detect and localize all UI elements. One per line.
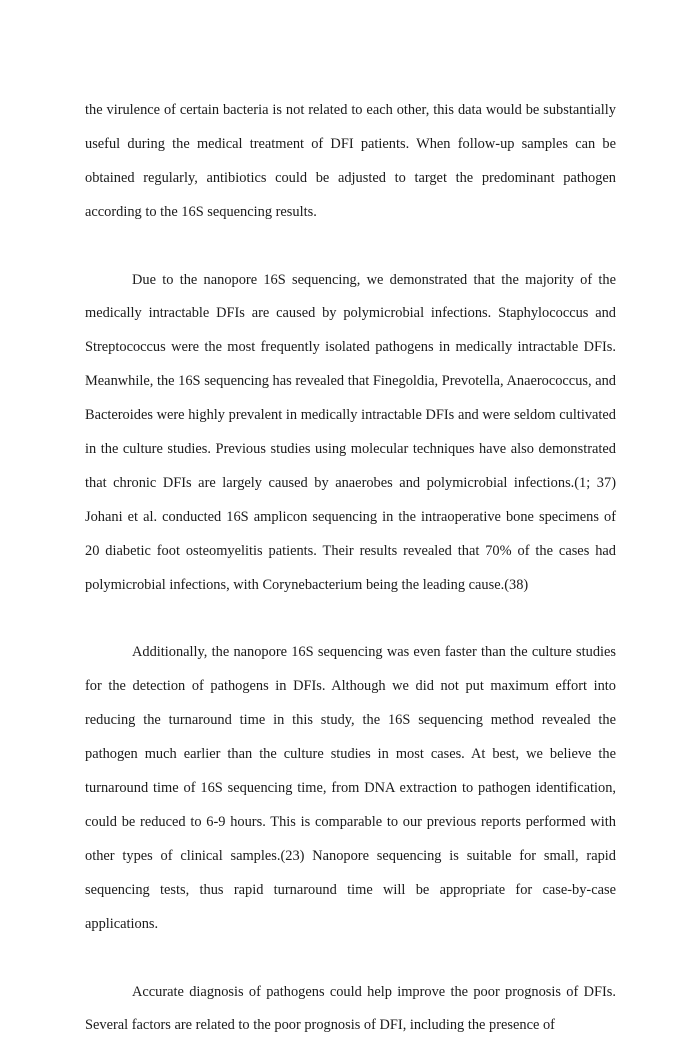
- paragraph-prognosis: Accurate diagnosis of pathogens could help improve the poor prognosis of DFIs. Several factors are related to the poor prognosis of DFI, including the presence of: [85, 983, 616, 1034]
- paragraph-continuation: the virulence of certain bacteria is not related to each other, this data would be substantially useful during the medical treatment of DFI patients. When follow-up samples can be obtained regularly, antibiotics could be adjusted to target the predominant pathogen according to the 16S sequencing results.: [85, 102, 616, 220]
- paragraph-polymicrobial: Due to the nanopore 16S sequencing, we demonstrated that the majority of the medically intractable DFIs are caused by polymicrobial infections. Staphylococcus and Streptococcus were the most frequently isolated pathogens in medically intractable DFIs. Meanwhile, the 16S sequencing has revealed that Finegoldia, Prevotella, Anaerococcus, and Bacteroides were highly prevalent in medically intractable DFIs and were seldom cultivated in the culture studies. Previous studies using molecular techniques have also demonstrated that chronic DFIs are largely caused by anaerobes and polymicrobial infections.(1; 37) Johani et al. conducted 16S amplicon sequencing in the intraoperative bone specimens of 20 diabetic foot osteomyelitis patients. Their results revealed that 70% of the cases had polymicrobial infections, with Corynebacterium being the leading cause.(38): [85, 271, 616, 593]
- body-text: [85, 94, 616, 1043]
- paragraph-turnaround: Additionally, the nanopore 16S sequencing was even faster than the culture studies for the detection of pathogens in DFIs. Although we did not put maximum effort into reducing the turnaround time in this study, the 16S sequencing method revealed the pathogen much earlier than the culture studies in most cases. At best, we believe the turnaround time of 16S sequencing time, from DNA extraction to pathogen identification, could be reduced to 6-9 hours. This is comparable to our previous reports performed with other types of clinical samples.(23) Nanopore sequencing is suitable for small, rapid sequencing tests, thus rapid turnaround time will be appropriate for case-by-case applications.: [85, 644, 616, 932]
